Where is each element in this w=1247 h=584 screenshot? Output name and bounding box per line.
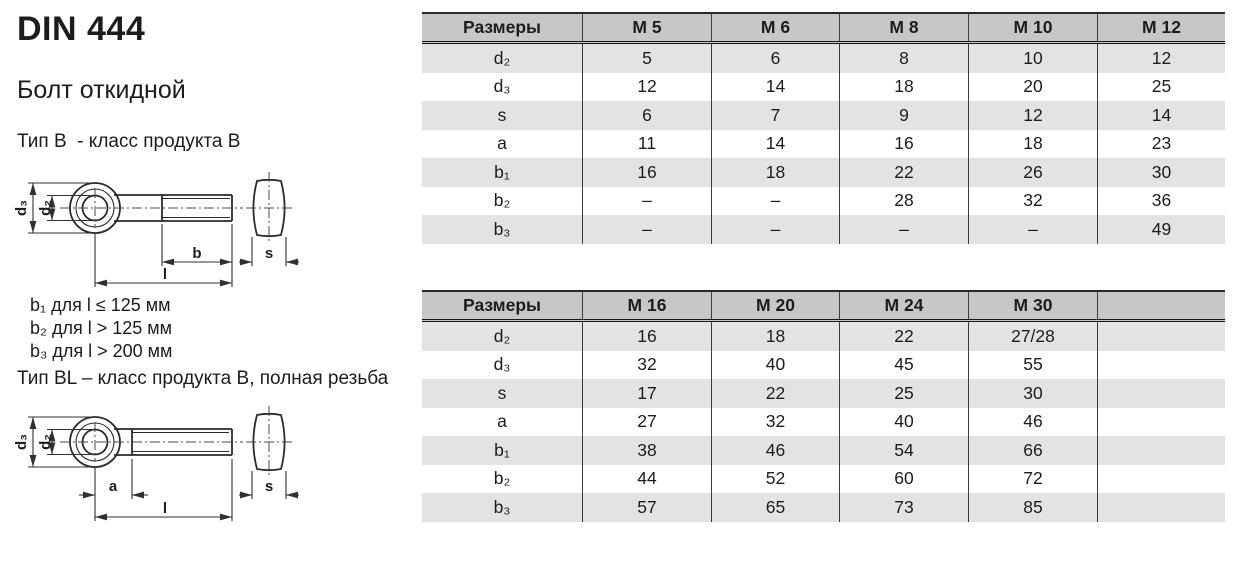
cell: 14 (711, 130, 839, 159)
row-label: a (497, 411, 507, 432)
cell (1097, 436, 1225, 465)
cell: 25 (1097, 73, 1225, 102)
dimension-table-1 (422, 12, 1225, 244)
cell: 32 (968, 187, 1097, 216)
eye-front-view (60, 183, 243, 233)
table-row (422, 465, 1225, 494)
cell: 22 (711, 379, 839, 408)
cell: 27/28 (968, 322, 1097, 351)
row-label: b₁ (494, 439, 510, 460)
column-header: M 5 (582, 14, 711, 41)
table-header-row (422, 14, 1225, 44)
row-label: d₂ (493, 47, 511, 68)
page-subtitle: Болт откидной (17, 76, 186, 104)
cell: 40 (711, 351, 839, 380)
cell: – (711, 187, 839, 216)
table-row (422, 187, 1225, 216)
dim-label-s: s (264, 478, 274, 495)
cell: 55 (968, 351, 1097, 380)
dimension-table-2 (422, 290, 1225, 522)
table-row (422, 130, 1225, 159)
table-header-row (422, 292, 1225, 322)
cell (1097, 465, 1225, 494)
column-header: M 16 (582, 292, 711, 319)
column-header: M 6 (711, 14, 839, 41)
cell: 66 (968, 436, 1097, 465)
cell: 57 (582, 493, 711, 522)
table-row (422, 322, 1225, 351)
cell: 46 (968, 408, 1097, 437)
row-label: b₂ (493, 190, 511, 211)
cell: – (839, 215, 968, 244)
cell (1097, 379, 1225, 408)
cell: 65 (711, 493, 839, 522)
column-header: M 12 (1097, 14, 1225, 41)
cell: 14 (1097, 101, 1225, 130)
row-label: b₃ (493, 496, 511, 517)
cell: 49 (1097, 215, 1225, 244)
dim-label-a: a (108, 478, 118, 495)
cell: 6 (711, 44, 839, 73)
table-row (422, 408, 1225, 437)
cell: 14 (711, 73, 839, 102)
cell: 12 (582, 73, 711, 102)
type-bl-drawing (0, 402, 320, 527)
cell: 18 (711, 158, 839, 187)
cell: 85 (968, 493, 1097, 522)
cell: 32 (582, 351, 711, 380)
cell: 17 (582, 379, 711, 408)
cell: 12 (968, 101, 1097, 130)
cell: 5 (582, 44, 711, 73)
row-label: b₃ (493, 218, 511, 239)
row-label: b₂ (493, 468, 511, 489)
note-b1: b₁ для l ≤ 125 мм (30, 295, 171, 315)
cell: 20 (968, 73, 1097, 102)
cell (1097, 493, 1225, 522)
cell: 46 (711, 436, 839, 465)
table-row (422, 493, 1225, 522)
cell (1097, 408, 1225, 437)
cell: 8 (839, 44, 968, 73)
cell: 38 (582, 436, 711, 465)
column-header (1097, 292, 1225, 319)
cell: 22 (839, 158, 968, 187)
cell: 12 (1097, 44, 1225, 73)
cell: 25 (839, 379, 968, 408)
column-header: M 10 (968, 14, 1097, 41)
table-row (422, 73, 1225, 102)
dimension-labels (13, 434, 273, 517)
dimension-labels (13, 200, 273, 283)
table-row (422, 379, 1225, 408)
cell: 16 (839, 130, 968, 159)
cell: 16 (582, 158, 711, 187)
row-label: d₃ (493, 76, 511, 97)
column-header: M 8 (839, 14, 968, 41)
cell: 27 (582, 408, 711, 437)
row-label: s (497, 382, 507, 403)
table-row (422, 436, 1225, 465)
page-title: DIN 444 (17, 10, 146, 48)
column-header: M 30 (968, 292, 1097, 319)
cell: 30 (1097, 158, 1225, 187)
cell: 10 (968, 44, 1097, 73)
row-label: d₂ (493, 325, 511, 346)
dim-label-d2: d₂ (37, 200, 54, 216)
note-b2: b₂ для l > 125 мм (30, 318, 173, 338)
column-header: Размеры (463, 17, 541, 37)
table-row (422, 351, 1225, 380)
cell: 40 (839, 408, 968, 437)
cell: 7 (711, 101, 839, 130)
cell: 72 (968, 465, 1097, 494)
table-row (422, 101, 1225, 130)
cell: 36 (1097, 187, 1225, 216)
dim-label-d2: d₂ (37, 434, 54, 450)
cell: 16 (582, 322, 711, 351)
row-label: s (497, 104, 507, 125)
column-header: Размеры (463, 295, 541, 315)
cell: 52 (711, 465, 839, 494)
cell: 6 (582, 101, 711, 130)
type-bl-heading: Тип BL – класс продукта B, полная резьба (17, 368, 389, 389)
column-header: M 24 (839, 292, 968, 319)
cell: – (582, 187, 711, 216)
row-label: a (497, 133, 507, 154)
cell (1097, 351, 1225, 380)
cell: 54 (839, 436, 968, 465)
type-b-heading: Тип B - класс продукта B (17, 131, 241, 152)
cell: 18 (839, 73, 968, 102)
cell: 30 (968, 379, 1097, 408)
cell: 45 (839, 351, 968, 380)
cell: 73 (839, 493, 968, 522)
table-row (422, 44, 1225, 73)
dim-label-s: s (264, 245, 274, 262)
cell: 18 (968, 130, 1097, 159)
cell: – (968, 215, 1097, 244)
eye-side-view (246, 172, 292, 244)
cell (1097, 322, 1225, 351)
thread-length-notes (30, 294, 172, 363)
dim-label-d3: d₃ (13, 199, 30, 217)
dim-label-d3: d₃ (13, 433, 30, 451)
cell: 32 (711, 408, 839, 437)
row-label: b₁ (494, 161, 510, 182)
cell: 60 (839, 465, 968, 494)
cell: 22 (839, 322, 968, 351)
eye-side-view (246, 406, 292, 478)
row-label: d₃ (493, 354, 511, 375)
note-b3: b₃ для l > 200 мм (30, 341, 173, 361)
cell: 26 (968, 158, 1097, 187)
cell: 9 (839, 101, 968, 130)
cell: 23 (1097, 130, 1225, 159)
cell: – (711, 215, 839, 244)
cell: – (582, 215, 711, 244)
column-header: M 20 (711, 292, 839, 319)
eye-front-view (60, 417, 243, 467)
cell: 18 (711, 322, 839, 351)
type-b-drawing (0, 160, 320, 292)
cell: 44 (582, 465, 711, 494)
dim-label-l: l (162, 500, 168, 517)
cell: 11 (582, 130, 711, 159)
dim-label-b: b (192, 245, 202, 262)
dim-label-l: l (162, 266, 168, 283)
cell: 28 (839, 187, 968, 216)
table-row (422, 158, 1225, 187)
table-row (422, 215, 1225, 244)
